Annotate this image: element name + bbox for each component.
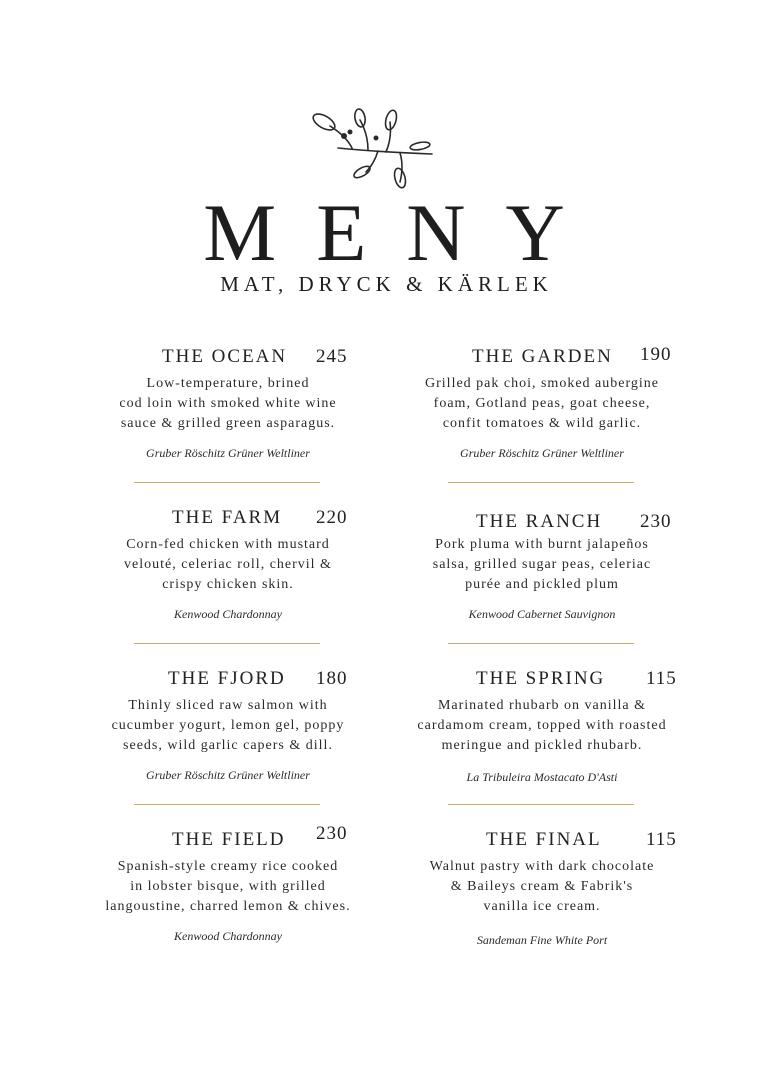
leaf-sprig-icon <box>308 108 438 190</box>
menu-column-left <box>68 340 388 984</box>
item-wine: Kenwood Chardonnay <box>174 607 282 621</box>
item-description: Walnut pastry with dark chocolate & Baileys cream & Fabrik's vanilla ice cream. <box>429 859 655 914</box>
item-wine: Gruber Röschitz Grüner Weltliner <box>146 768 310 782</box>
menu-item-the-ranch <box>382 501 702 662</box>
menu-item-the-final <box>382 823 702 984</box>
divider <box>448 482 634 483</box>
divider <box>448 643 634 644</box>
item-wine: Sandeman Fine White Port <box>476 933 608 947</box>
menu-title: MENY <box>203 187 605 278</box>
item-price: 230 <box>316 823 348 844</box>
item-price: 245 <box>316 346 348 367</box>
item-price: 180 <box>316 668 348 689</box>
item-name: THE GARDEN <box>472 346 613 367</box>
item-description: Pork pluma with burnt jalapeños salsa, grilled sugar peas, celeriac purée and pickled plum <box>432 537 652 592</box>
item-description: Spanish-style creamy rice cooked in lobster bisque, with grilled langoustine, charred lemon & chives. <box>105 859 351 914</box>
menu-item-the-field <box>68 823 388 984</box>
divider <box>448 804 634 805</box>
item-wine: Kenwood Chardonnay <box>174 929 282 943</box>
item-name: THE RANCH <box>476 511 603 532</box>
item-name: THE FIELD <box>172 829 286 850</box>
item-name: THE OCEAN <box>162 346 288 367</box>
menu-item-the-ocean <box>68 340 388 501</box>
menu-item-the-fjord <box>68 662 388 823</box>
menu-item-the-farm <box>68 501 388 662</box>
item-wine: La Tribuleira Mostacato D'Asti <box>466 770 618 784</box>
menu-column-right <box>382 340 702 984</box>
item-price: 190 <box>640 344 672 365</box>
item-wine: Gruber Röschitz Grüner Weltliner <box>146 446 310 460</box>
item-description: Thinly sliced raw salmon with cucumber yogurt, lemon gel, poppy seeds, wild garlic capers & dill. <box>111 698 345 753</box>
item-description: Marinated rhubarb on vanilla & cardamom cream, topped with roasted meringue and pickled rhubarb. <box>417 698 667 753</box>
item-description: Low-temperature, brined cod loin with smoked white wine sauce & grilled green asparagus. <box>119 376 337 431</box>
item-name: THE FJORD <box>168 668 286 689</box>
item-description: Grilled pak choi, smoked aubergine foam, Gotland peas, goat cheese, confit tomatoes & wild garlic. <box>425 376 659 431</box>
item-description: Corn-fed chicken with mustard velouté, celeriac roll, chervil & crispy chicken skin. <box>124 537 332 592</box>
item-wine: Kenwood Cabernet Sauvignon <box>468 607 616 621</box>
divider <box>134 482 320 483</box>
divider <box>134 804 320 805</box>
item-price: 115 <box>646 829 677 850</box>
menu-item-the-garden <box>382 340 702 501</box>
item-name: THE FINAL <box>486 829 602 850</box>
item-price: 220 <box>316 507 348 528</box>
item-price: 230 <box>640 511 672 532</box>
menu-subtitle: MAT, DRYCK & KÄRLEK <box>220 272 553 296</box>
item-name: THE SPRING <box>476 668 606 689</box>
item-wine: Gruber Röschitz Grüner Weltliner <box>460 446 624 460</box>
divider <box>134 643 320 644</box>
item-name: THE FARM <box>172 507 283 528</box>
item-price: 115 <box>646 668 677 689</box>
menu-item-the-spring <box>382 662 702 823</box>
